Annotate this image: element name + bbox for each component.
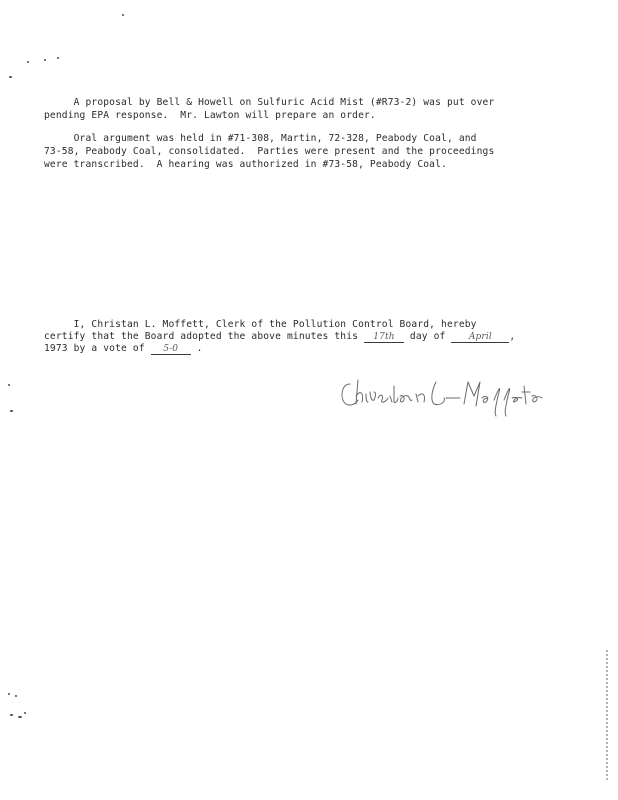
certification-line-2-middle: day of: [404, 331, 452, 342]
scan-speck: [10, 714, 13, 716]
scan-speck: [27, 61, 29, 63]
scan-speck: [57, 57, 59, 59]
paragraph-1-line-1: A proposal by Bell & Howell on Sulfuric Acid Mist (#R73-2) was put over: [44, 97, 495, 108]
scan-speck: [122, 14, 124, 16]
scan-speck: [9, 76, 12, 78]
scan-speck: [10, 410, 13, 412]
certification-line-3-suffix: .: [190, 343, 203, 354]
paragraph-2-line-3: were transcribed. A hearing was authorized in #73-58, Peabody Coal.: [44, 159, 447, 170]
certification-line-3: [44, 343, 203, 355]
paragraph-2-line-1: Oral argument was held in #71-308, Martin, 72-328, Peabody Coal, and: [44, 133, 477, 144]
certification-line-2-suffix: ,: [509, 331, 516, 342]
paragraph-1-line-2: pending EPA response. Mr. Lawton will prepare an order.: [44, 110, 376, 121]
month-blank: April: [451, 332, 509, 343]
scan-edge-artifact: [606, 650, 608, 780]
scan-speck: [24, 712, 26, 714]
day-blank: 17th: [364, 332, 404, 343]
certification-line-3-prefix: 1973 by a vote of: [44, 343, 151, 354]
certification-line-2-prefix: certify that the Board adopted the above minutes this: [44, 331, 364, 342]
scan-speck: [8, 384, 10, 386]
certification-line-2: [44, 331, 515, 343]
vote-blank: 5-0: [151, 344, 191, 355]
scan-speck: [15, 695, 17, 697]
scan-speck: [44, 59, 46, 61]
scan-speck: [18, 716, 22, 718]
scan-speck: [8, 693, 10, 695]
handwritten-signature: [336, 372, 576, 422]
paragraph-2-line-2: 73-58, Peabody Coal, consolidated. Parties were present and the proceedings: [44, 146, 495, 157]
certification-line-1: I, Christan L. Moffett, Clerk of the Pollution Control Board, hereby: [44, 319, 477, 330]
